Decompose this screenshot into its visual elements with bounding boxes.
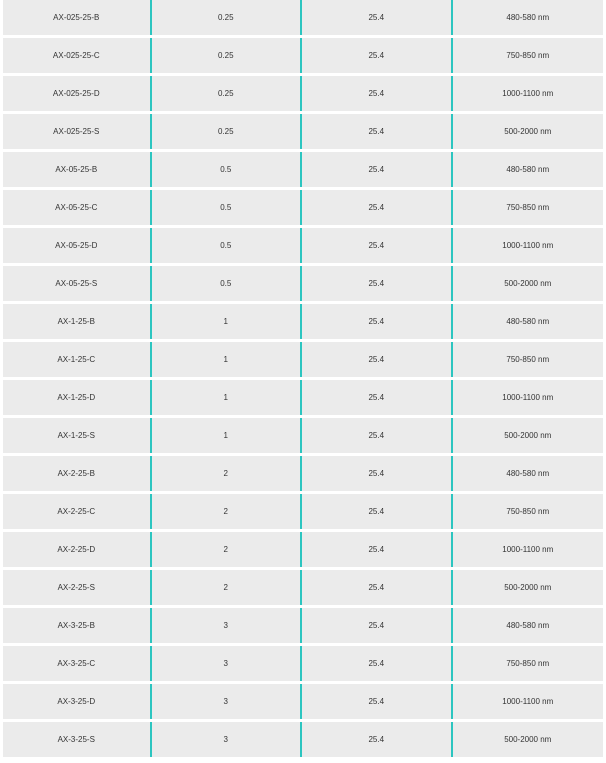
diameter-cell: 25.4: [368, 431, 385, 440]
model-cell: AX-025-25-S: [53, 127, 100, 136]
wavelength-range-cell: 1000-1100 nm: [502, 697, 554, 706]
wavelength-range-cell: 1000-1100 nm: [502, 241, 554, 250]
diameter-cell: 25.4: [368, 393, 385, 402]
wavelength-range-cell: 1000-1100 nm: [502, 393, 554, 402]
thickness-cell: 3: [223, 735, 228, 744]
table-row: [3, 342, 603, 377]
model-cell: AX-025-25-D: [52, 89, 100, 98]
table-row: [3, 494, 603, 529]
table-row: [3, 228, 603, 263]
thickness-cell: 1: [223, 355, 228, 364]
model-cell: AX-05-25-D: [55, 241, 98, 250]
diameter-cell: 25.4: [368, 51, 385, 60]
thickness-cell: 1: [223, 431, 228, 440]
thickness-cell: 2: [223, 469, 228, 478]
model-cell: AX-05-25-S: [55, 279, 98, 288]
thickness-cell: 0.25: [217, 51, 234, 60]
thickness-cell: 0.25: [217, 89, 234, 98]
thickness-cell: 1: [223, 393, 228, 402]
model-cell: AX-1-25-B: [57, 317, 95, 326]
wavelength-range-cell: 500-2000 nm: [504, 127, 552, 136]
diameter-cell: 25.4: [368, 621, 385, 630]
model-cell: AX-1-25-S: [57, 431, 95, 440]
thickness-cell: 2: [223, 583, 228, 592]
thickness-cell: 0.5: [220, 203, 232, 212]
diameter-cell: 25.4: [368, 279, 385, 288]
diameter-cell: 25.4: [368, 697, 385, 706]
table-row: [3, 722, 603, 757]
table-row: [3, 570, 603, 605]
thickness-cell: 0.25: [217, 127, 234, 136]
model-cell: AX-2-25-D: [57, 545, 96, 554]
wavelength-range-cell: 750-850 nm: [506, 203, 550, 212]
thickness-cell: 2: [223, 545, 228, 554]
table-row: [3, 646, 603, 681]
model-cell: AX-1-25-C: [57, 355, 96, 364]
wavelength-range-cell: 750-850 nm: [506, 659, 550, 668]
wavelength-range-cell: 500-2000 nm: [504, 583, 552, 592]
table-row: [3, 38, 603, 73]
diameter-cell: 25.4: [368, 583, 385, 592]
thickness-cell: 0.5: [220, 241, 232, 250]
table-row: [3, 76, 603, 111]
thickness-cell: 0.25: [217, 13, 234, 22]
thickness-cell: 2: [223, 507, 228, 516]
table-row: [3, 0, 603, 35]
wavelength-range-cell: 500-2000 nm: [504, 431, 552, 440]
diameter-cell: 25.4: [368, 13, 385, 22]
table-row: [3, 532, 603, 567]
wavelength-range-cell: 480-580 nm: [506, 165, 550, 174]
wavelength-range-cell: 1000-1100 nm: [502, 545, 554, 554]
wavelength-range-cell: 500-2000 nm: [504, 735, 552, 744]
table-row: [3, 304, 603, 339]
model-cell: AX-3-25-D: [57, 697, 96, 706]
model-cell: AX-2-25-B: [57, 469, 95, 478]
thickness-cell: 3: [223, 621, 228, 630]
diameter-cell: 25.4: [368, 317, 385, 326]
diameter-cell: 25.4: [368, 469, 385, 478]
thickness-cell: 0.5: [220, 165, 232, 174]
thickness-cell: 1: [223, 317, 228, 326]
model-cell: AX-05-25-C: [55, 203, 98, 212]
model-cell: AX-025-25-B: [53, 13, 100, 22]
diameter-cell: 25.4: [368, 127, 385, 136]
wavelength-range-cell: 750-850 nm: [506, 507, 550, 516]
table-row: [3, 608, 603, 643]
model-cell: AX-3-25-C: [57, 659, 96, 668]
wavelength-range-cell: 1000-1100 nm: [502, 89, 554, 98]
thickness-cell: 0.5: [220, 279, 232, 288]
wavelength-range-cell: 480-580 nm: [506, 13, 550, 22]
table-row: [3, 152, 603, 187]
diameter-cell: 25.4: [368, 659, 385, 668]
diameter-cell: 25.4: [368, 89, 385, 98]
table-row: [3, 266, 603, 301]
model-cell: AX-025-25-C: [52, 51, 100, 60]
diameter-cell: 25.4: [368, 241, 385, 250]
diameter-cell: 25.4: [368, 355, 385, 364]
thickness-cell: 3: [223, 659, 228, 668]
table-row: [3, 684, 603, 719]
wavelength-range-cell: 500-2000 nm: [504, 279, 552, 288]
spec-table: [3, 0, 603, 760]
table-row: [3, 456, 603, 491]
model-cell: AX-1-25-D: [57, 393, 96, 402]
model-cell: AX-3-25-B: [57, 621, 95, 630]
diameter-cell: 25.4: [368, 165, 385, 174]
wavelength-range-cell: 480-580 nm: [506, 317, 550, 326]
diameter-cell: 25.4: [368, 203, 385, 212]
table-row: [3, 114, 603, 149]
model-cell: AX-2-25-S: [57, 583, 95, 592]
model-cell: AX-3-25-S: [57, 735, 95, 744]
diameter-cell: 25.4: [368, 507, 385, 516]
thickness-cell: 3: [223, 697, 228, 706]
table-row: [3, 380, 603, 415]
wavelength-range-cell: 480-580 nm: [506, 469, 550, 478]
model-cell: AX-2-25-C: [57, 507, 96, 516]
wavelength-range-cell: 750-850 nm: [506, 51, 550, 60]
model-cell: AX-05-25-B: [55, 165, 98, 174]
wavelength-range-cell: 750-850 nm: [506, 355, 550, 364]
diameter-cell: 25.4: [368, 735, 385, 744]
table-row: [3, 190, 603, 225]
wavelength-range-cell: 480-580 nm: [506, 621, 550, 630]
diameter-cell: 25.4: [368, 545, 385, 554]
table-row: [3, 418, 603, 453]
